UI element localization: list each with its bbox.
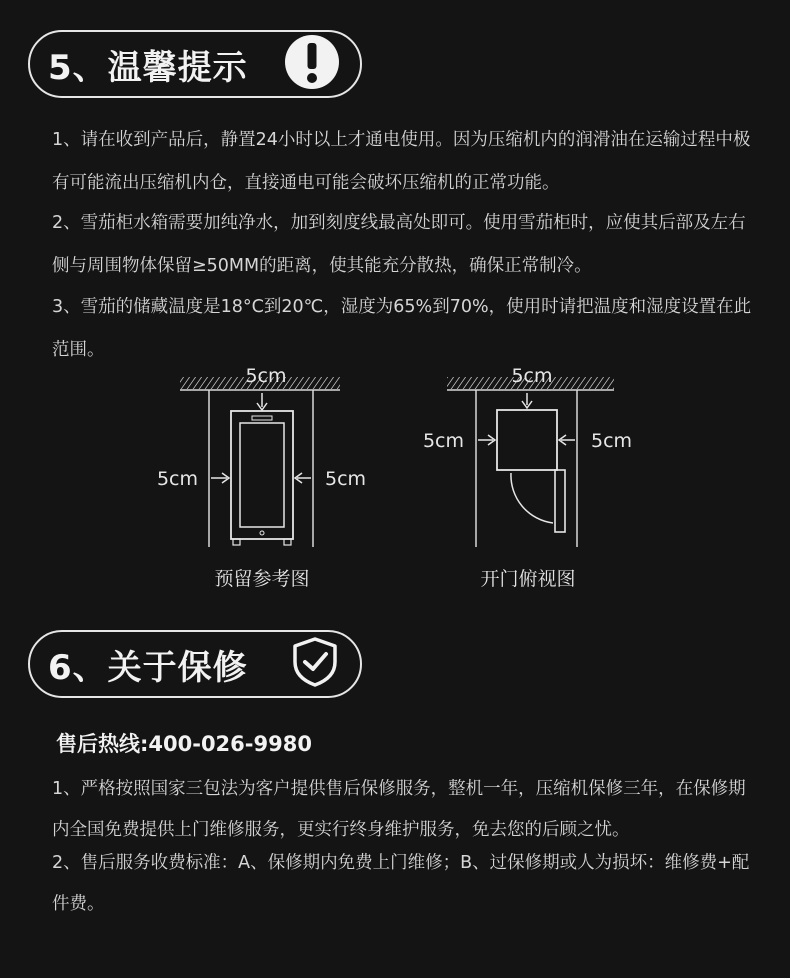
tip-1: 1、请在收到产品后，静置24小时以上才通电使用。因为压缩机内的润滑油在运输过程中极有可能流出压缩机内仓，直接通电可能会破坏压缩机的正常功能。 — [52, 130, 751, 193]
section6-title: 6、关于保修 — [48, 647, 248, 688]
door-right-label: 5cm — [591, 430, 633, 452]
reserve-right-label: 5cm — [325, 468, 367, 490]
section6-header — [28, 630, 362, 698]
tip-3: 3、雪茄的储藏温度是18°C到20℃，湿度为65%到70%，使用时请把温度和湿度设置在此范围。 — [52, 297, 752, 360]
section5-header — [28, 30, 362, 98]
section5-title: 5、温馨提示 — [48, 47, 248, 88]
reserve-top-label: 5cm — [245, 365, 287, 387]
clearance-diagrams — [0, 355, 790, 600]
reserve-left-label: 5cm — [156, 468, 198, 490]
reserve-caption: 预留参考图 — [214, 568, 310, 590]
door-diagram — [423, 365, 632, 590]
door-caption: 开门俯视图 — [480, 568, 576, 590]
door-left-label: 5cm — [422, 430, 464, 452]
door-top-label: 5cm — [511, 365, 553, 387]
shield-check-icon — [290, 636, 340, 692]
service-hotline: 售后热线:400-026-9980 — [56, 732, 312, 756]
warranty-item-1: 1、严格按照国家三包法为客户提供售后保修服务，整机一年，压缩机保修三年，在保修期内全国免费提供上门维修服务，更实行终身维护服务，免去您的后顾之忧。 — [52, 779, 746, 840]
tip-2: 2、雪茄柜水箱需要加纯净水，加到刻度线最高处即可。使用雪茄柜时，应使其后部及左右侧与周围物体保留≥50MM的距离，使其能充分散热，确保正常制冷。 — [52, 213, 746, 276]
warranty-item-2: 2、售后服务收费标准：A、保修期内免费上门维修；B、过保修期或人为损坏：维修费+配件费。 — [52, 853, 750, 914]
exclamation-icon — [284, 34, 340, 94]
reserve-diagram — [157, 365, 366, 590]
